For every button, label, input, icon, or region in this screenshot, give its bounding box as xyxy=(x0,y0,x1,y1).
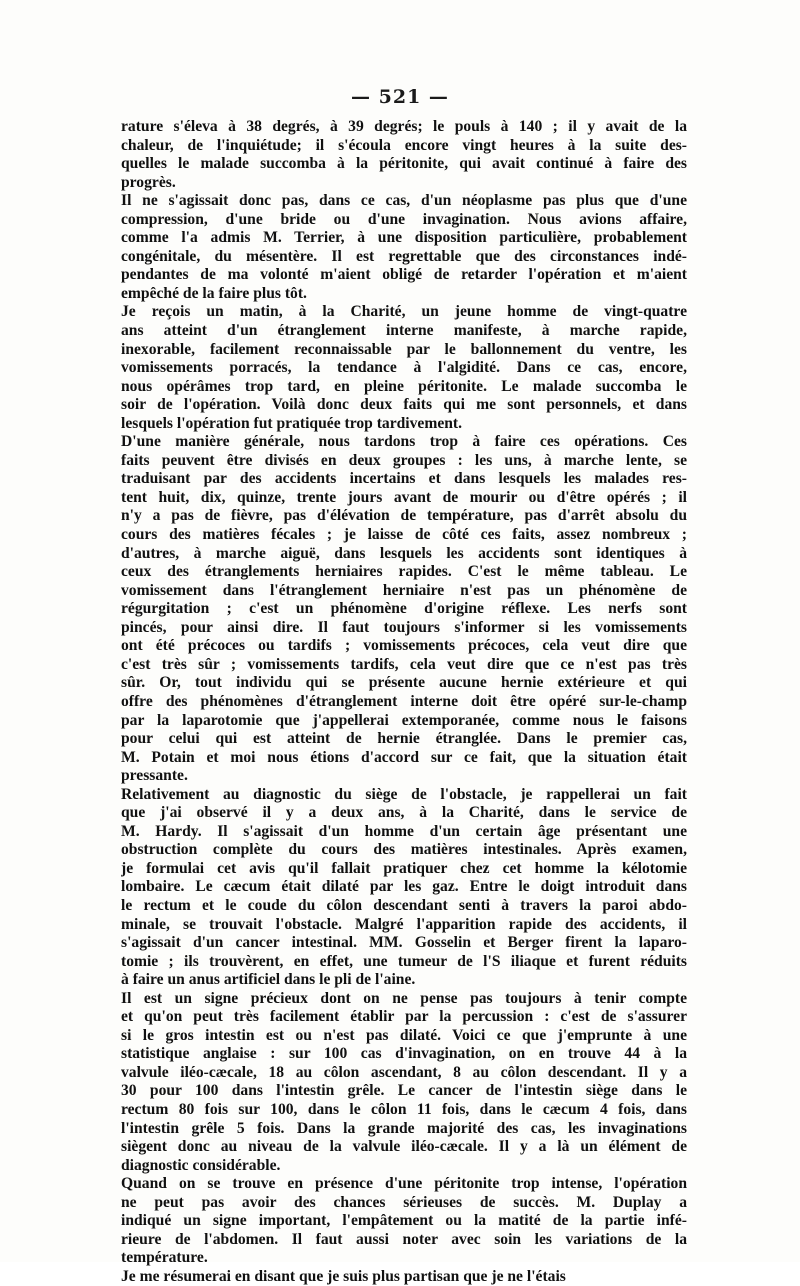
text-line: indiqué un signe important, l'empâtement ou la matité de la partie infé- xyxy=(121,1212,687,1230)
text-line: siègent donc au niveau de la valvule iléo-cæcale. Il y a là un élément de xyxy=(121,1138,687,1156)
text-line: valvule iléo-cæcale, 18 au côlon ascendant, 8 au côlon descendant. Il y a xyxy=(121,1063,687,1081)
text-line: progrès. xyxy=(121,173,176,191)
page-number: — 521 — xyxy=(351,86,449,108)
text-line: rectum 80 fois sur 100, dans le côlon 11 fois, dans le cæcum 4 fois, dans xyxy=(121,1100,687,1118)
text-line: n'y a pas de fièvre, pas d'élévation de température, pas d'arrêt absolu du xyxy=(121,507,687,525)
text-line: Je reçois un matin, à la Charité, un jeune homme de vingt-quatre xyxy=(121,303,687,321)
text-line: faits peuvent être divisés en deux groupes : les uns, à marche lente, se xyxy=(121,451,687,469)
text-line: empêché de la faire plus tôt. xyxy=(121,284,307,302)
text-line: lombaire. Le cæcum était dilaté par les gaz. Entre le doigt introduit dans xyxy=(121,878,687,896)
text-line: température. xyxy=(121,1249,208,1267)
text-line: chaleur, de l'inquiétude; il s'écoula encore vingt heures à la suite des- xyxy=(121,136,687,154)
text-line: lesquels l'opération fut pratiquée trop tardivement. xyxy=(121,414,463,432)
text-line: 30 pour 100 dans l'intestin grêle. Le cancer de l'intestin siège dans le xyxy=(121,1082,687,1100)
text-line: rieure de l'abdomen. Il faut aussi noter avec soin les variations de la xyxy=(121,1230,687,1248)
text-line: ne peut pas avoir des chances sérieuses de succès. M. Duplay a xyxy=(121,1193,687,1211)
text-line: le rectum et le coude du côlon descendant senti à travers la paroi abdo- xyxy=(121,896,687,914)
text-line: pincés, pour ainsi dire. Il faut toujours s'informer si les vomissements xyxy=(121,618,687,636)
text-line: M. Hardy. Il s'agissait d'un homme d'un certain âge présentant une xyxy=(121,822,687,840)
text-line: tent huit, dix, quinze, trente jours avant de mourir ou d'être opérés ; il xyxy=(121,488,687,506)
text-line: congénitale, du mésentère. Il est regrettable que des circonstances indé- xyxy=(121,247,687,265)
text-line: rature s'éleva à 38 degrés, à 39 degrés; le pouls à 140 ; il y avait de la xyxy=(121,118,687,135)
text-line: nous opérâmes trop tard, en pleine péritonite. Le malade succomba le xyxy=(121,377,687,395)
text-line: s'agissait d'un cancer intestinal. MM. Gosselin et Berger firent la laparo- xyxy=(121,934,687,952)
text-line: diagnostic considérable. xyxy=(121,1156,281,1174)
text-line: offre des phénomènes d'étranglement interne doit être opéré sur-le-champ xyxy=(121,692,687,710)
text-line: sûr. Or, tout individu qui se présente aucune hernie extérieure et qui xyxy=(121,674,687,692)
text-line: régurgitation ; c'est un phénomène d'origine réflexe. Les nerfs sont xyxy=(121,600,687,618)
text-line: si le gros intestin est ou n'est pas dilaté. Voici ce que j'emprunte à une xyxy=(121,1026,687,1044)
text-line: cours des matières fécales ; je laisse de côté ces faits, assez nombreux ; xyxy=(121,526,687,544)
text-line: d'autres, à marche aiguë, dans lesquels les accidents sont identiques à xyxy=(121,544,687,562)
text-line: ceux des étranglements herniaires rapides. C'est le même tableau. Le xyxy=(121,563,687,581)
text-line: vomissement dans l'étranglement herniaire n'est pas un phénomène de xyxy=(121,581,687,599)
text-line: inexorable, facilement reconnaissable par le ballonnement du ventre, les xyxy=(121,340,687,358)
text-line: Relativement au diagnostic du siège de l'obstacle, je rappellerai un fait xyxy=(121,785,687,803)
text-line: pour celui qui est atteint de hernie étranglée. Dans le premier cas, xyxy=(121,730,687,748)
text-line: je formulai cet avis qu'il fallait pratiquer chez cet homme la kélotomie xyxy=(121,859,687,877)
text-line: et qu'on peut très facilement établir par la percussion : c'est de s'assurer xyxy=(121,1008,687,1026)
text-line: tomie ; ils trouvèrent, en effet, une tumeur de l'S iliaque et furent réduits xyxy=(121,952,687,970)
text-line: pressante. xyxy=(121,767,188,785)
text-line: D'une manière générale, nous tardons trop à faire ces opérations. Ces xyxy=(121,433,687,451)
text-line: M. Potain et moi nous étions d'accord sur ce fait, que la situation était xyxy=(121,748,687,766)
text-line: vomissements porracés, la tendance à l'algidité. Dans ce cas, encore, xyxy=(121,359,687,377)
text-line: c'est très sûr ; vomissements tardifs, cela veut dire que ce n'est pas très xyxy=(121,655,687,673)
text-line: l'intestin grêle 5 fois. Dans la grande majorité des cas, les invaginations xyxy=(121,1119,687,1137)
text-line: Il est un signe précieux dont on ne pense pas toujours à tenir compte xyxy=(121,989,687,1007)
text-line: pendantes de ma volonté m'aient obligé de retarder l'opération et m'aient xyxy=(121,266,687,284)
text-line: ont été précoces ou tardifs ; vomissements précoces, cela veut dire que xyxy=(121,637,687,655)
text-line: Quand on se trouve en présence d'une péritonite trop intense, l'opération xyxy=(121,1175,687,1193)
text-line: compression, d'une bride ou d'une invagination. Nous avions affaire, xyxy=(121,210,687,228)
text-line: traduisant par des accidents incertains et dans lesquels les malades res- xyxy=(121,470,687,488)
text-line: minale, se trouvait l'obstacle. Malgré l'apparition rapide des accidents, il xyxy=(121,915,687,933)
text-line: quelles le malade succomba à la péritonite, qui avait continué à faire des xyxy=(121,155,687,173)
text-line: Je me résumerai en disant que je suis plus partisan que je ne l'étais xyxy=(121,1267,566,1285)
text-line: statistique anglaise : sur 100 cas d'invagination, on en trouve 44 à la xyxy=(121,1045,687,1063)
text-line: comme l'a admis M. Terrier, à une disposition particulière, probablement xyxy=(121,229,687,247)
text-line: que j'ai observé il y a deux ans, à la Charité, dans le service de xyxy=(121,804,687,822)
body-text xyxy=(121,118,687,1286)
text-line: Il ne s'agissait donc pas, dans ce cas, d'un néoplasme pas plus que d'une xyxy=(121,192,687,210)
text-line: ans atteint d'un étranglement interne manifeste, à marche rapide, xyxy=(121,322,687,340)
text-line: à faire un anus artificiel dans le pli de l'aine. xyxy=(121,971,416,989)
text-line: par la laparotomie que j'appellerai extemporanée, comme nous le faisons xyxy=(121,711,687,729)
text-line: obstruction complète du cours des matières intestinales. Après examen, xyxy=(121,841,687,859)
text-line: soir de l'opération. Voilà donc deux faits qui me sont personnels, et dans xyxy=(121,396,687,414)
